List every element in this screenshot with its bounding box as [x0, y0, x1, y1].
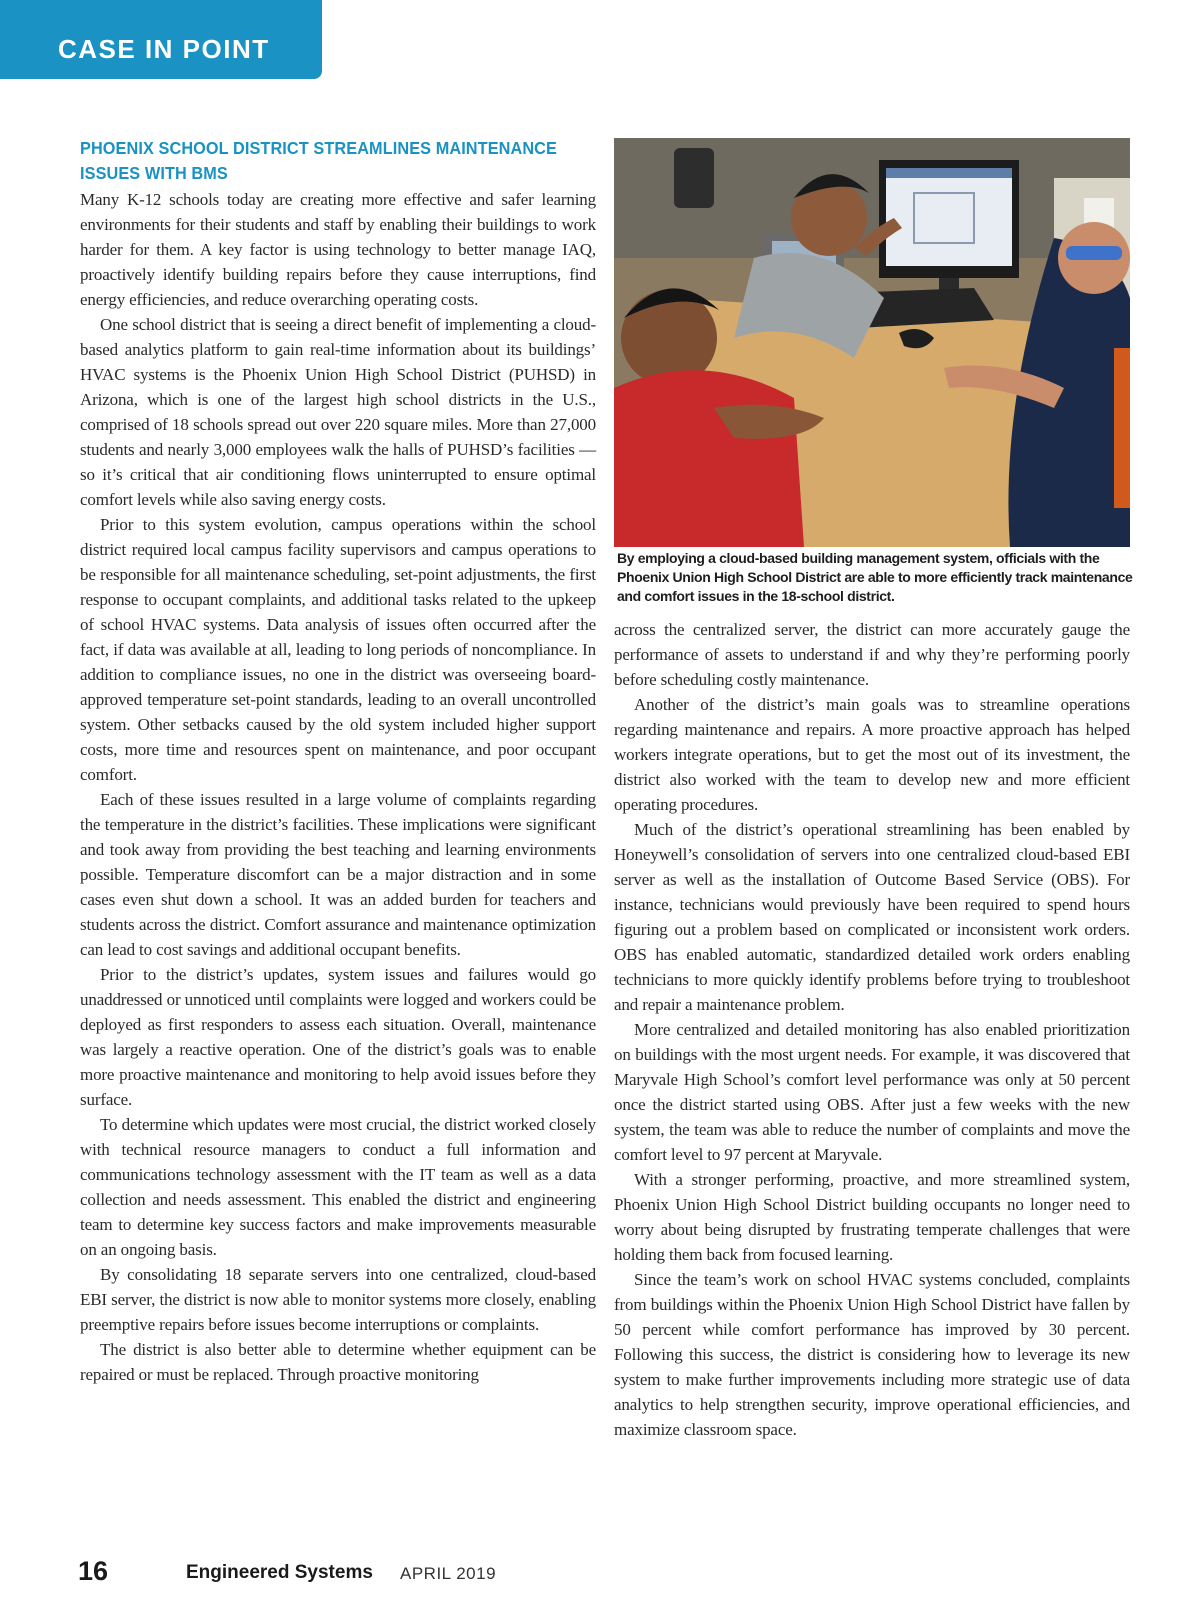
article-paragraph: across the centralized server, the district can more accurately gauge the performance of assets to understand if and why they’re performing poorly before scheduling costly maintenance.	[614, 620, 1130, 689]
article-photo	[614, 138, 1130, 547]
issue-date: APRIL 2019	[400, 1564, 497, 1583]
article-paragraph: To determine which updates were most crucial, the district worked closely with technical resource managers to conduct a full information and communications technology assessment with the IT team as well as a data collection and needs assessment. This enabled the district and engineering team to determine key success factors and make improvements measurable on an ongoing basis.	[80, 1115, 596, 1259]
article-paragraph: The district is also better able to determine whether equipment can be repaired or must be replaced. Through proactive monitoring	[80, 1340, 596, 1384]
photo-caption: By employing a cloud-based building management system, officials with the Phoenix Union High School District are able to more efficiently track maintenance and comfort issues in the 18-school district.	[617, 550, 1133, 604]
page-number: 16	[78, 1556, 109, 1586]
article-paragraph: By consolidating 18 separate servers into one centralized, cloud-based EBI server, the district is now able to monitor systems more closely, enabling preemptive repairs before issues become interruptions or complaints.	[80, 1265, 596, 1334]
section-tab	[0, 0, 322, 79]
article-left-column	[80, 136, 596, 1387]
magazine-title: Engineered Systems	[186, 1562, 373, 1583]
article-headline: PHOENIX SCHOOL DISTRICT STREAMLINES MAINTENANCE ISSUES WITH BMS	[80, 138, 557, 183]
article-paragraph: Much of the district’s operational streamlining has been enabled by Honeywell’s consolidation of servers into one centralized cloud-based EBI server as well as the installation of Outcome Based Service (OBS). For instance, technicians would previously have been required to spend hours figuring out a problem based on complicated or inconsistent work orders. OBS has enabled automatic, standardized detailed work orders enabling technicians to more quickly identify problems before trying to troubleshoot and repair a maintenance problem.	[614, 820, 1130, 1014]
photo-illustration	[614, 138, 1130, 547]
article-paragraph: One school district that is seeing a direct benefit of implementing a cloud-based analytics platform to gain real-time information about its buildings’ HVAC systems is the Phoenix Union High School District (PUHSD) in Arizona, which is one of the largest high school districts in the U.S., comprised of 18 schools spread out over 220 square miles. More than 27,000 students and nearly 3,000 employees walk the halls of PUHSD’s facilities — so it’s critical that air conditioning flows uninterrupted to ensure optimal comfort levels while also saving energy costs.	[80, 315, 596, 509]
article-paragraph: With a stronger performing, proactive, and more streamlined system, Phoenix Union High School District building occupants no longer need to worry about being disrupted by frustrating temperate challenges that were holding them back from focused learning.	[614, 1170, 1130, 1264]
article-paragraph: Another of the district’s main goals was to streamline operations regarding maintenance and repairs. A more proactive approach has helped workers integrate operations, but to get the most out of its investment, the district also worked with the team to develop new and more efficient operating procedures.	[614, 695, 1130, 814]
section-tab-label: CASE IN POINT	[58, 34, 270, 64]
article-paragraph: Since the team’s work on school HVAC systems concluded, complaints from buildings within the Phoenix Union High School District have fallen by 50 percent while comfort performance has improved by 30 percent. Following this success, the district is considering how to leverage its new system to make further improvements including more strategic use of data analytics to help strengthen security, improve operational efficiencies, and maximize classroom space.	[614, 1270, 1130, 1439]
article-paragraph: Many K-12 schools today are creating more effective and safer learning environments for their students and staff by enabling their buildings to work harder for them. A key factor is using technology to better manage IAQ, proactively identify building repairs before they cause interruptions, find energy efficiencies, and reduce overarching operating costs.	[80, 190, 596, 309]
article-paragraph: Prior to this system evolution, campus operations within the school district required local campus facility supervisors and campus operations to be responsible for all maintenance scheduling, set-point adjustments, the first response to occupant complaints, and additional tasks related to the upkeep of school HVAC systems. Data analysis of issues often occurred after the fact, if data was available at all, leading to long periods of noncompliance. In addition to compliance issues, no one in the district was overseeing board-approved temperature set-point standards, leading to an overall uncontrolled system. Other setbacks caused by the old system included higher support costs, more time and resources spent on maintenance, and poor occupant comfort.	[80, 515, 596, 784]
article-paragraph: Prior to the district’s updates, system issues and failures would go unaddressed or unnoticed until complaints were logged and workers could be deployed as first responders to assess each situation. Overall, maintenance was largely a reactive operation. One of the district’s goals was to enable more proactive maintenance and monitoring to help avoid issues before they surface.	[80, 965, 596, 1109]
article-paragraph: Each of these issues resulted in a large volume of complaints regarding the temperature in the district’s facilities. These implications were significant and took away from providing the best teaching and learning environments possible. Temperature discomfort can be a major distraction and in some cases even shut down a school. It was an added burden for teachers and students across the district. Comfort assurance and maintenance optimization can lead to cost savings and additional occupant benefits.	[80, 790, 596, 959]
article-right-column	[614, 617, 1130, 1442]
article-paragraph: More centralized and detailed monitoring has also enabled prioritization on buildings with the most urgent needs. For example, it was discovered that Maryvale High School’s comfort level performance was only at 50 percent once the district started using OBS. After just a few weeks with the new system, the team was able to reduce the number of complaints and move the comfort level to 97 percent at Maryvale.	[614, 1020, 1130, 1164]
